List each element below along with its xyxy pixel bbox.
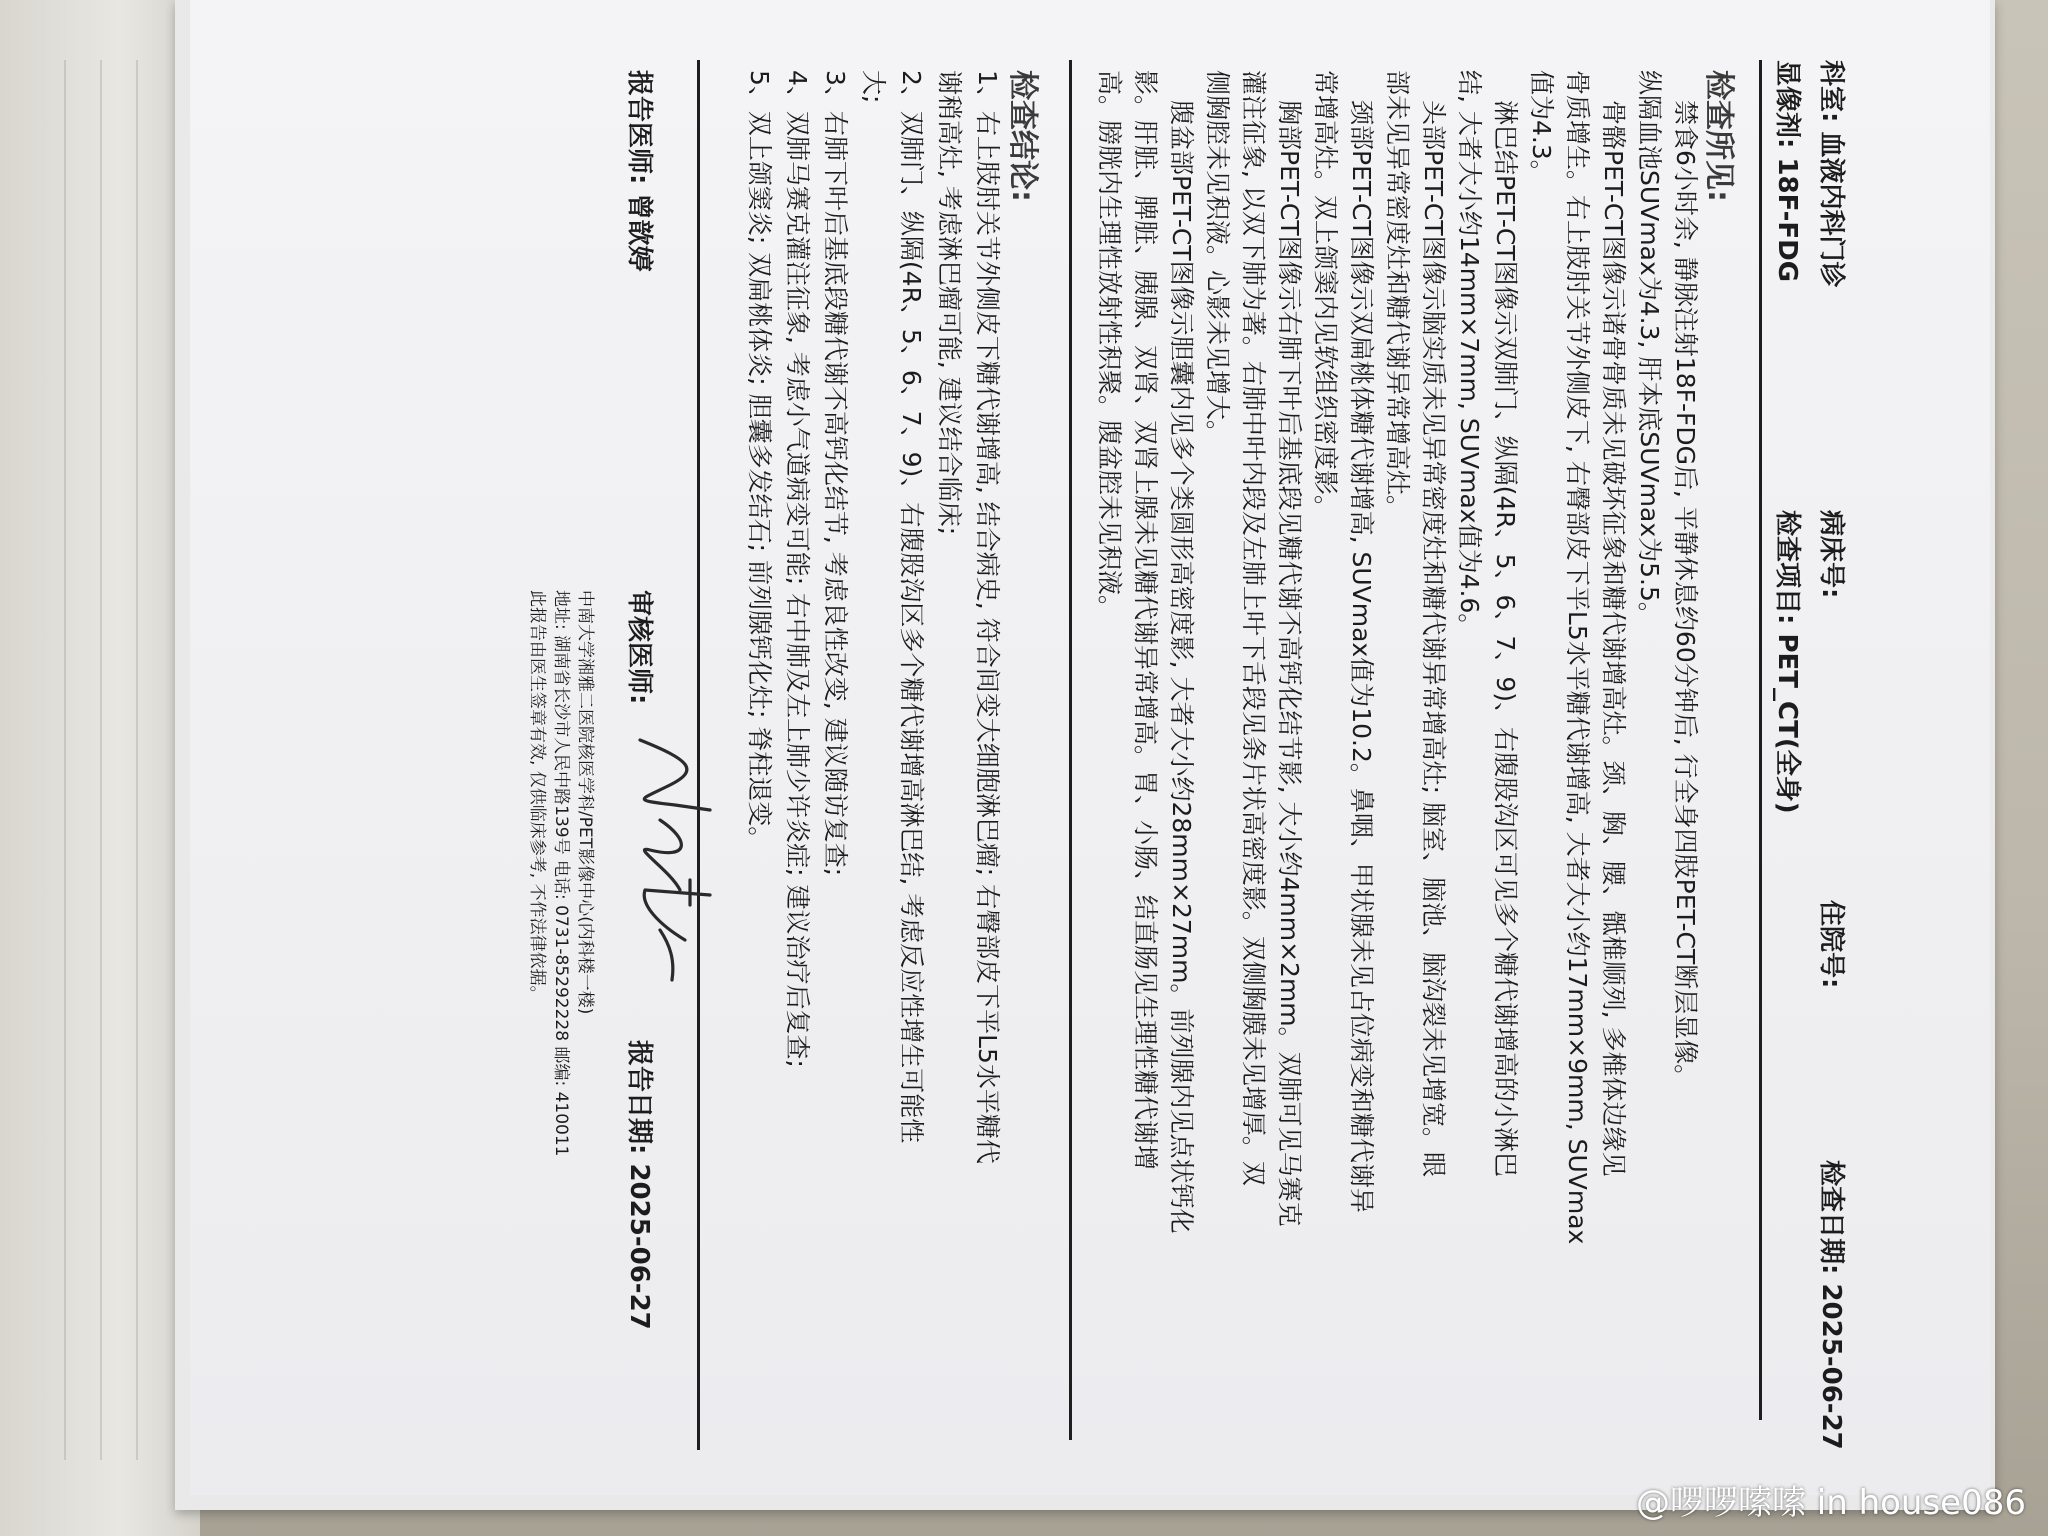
findings-line: 禁食6小时余, 静脉注射18F-FDG后, 平静休息约60分钟后, 行全身四肢PET-CT断层显像。 (1671, 100, 1700, 1090)
findings-line: 骨骼PET-CT图像示诸骨骨质未见破坏征象和糖代谢增高灶。颈、胸、腰、骶椎顺列, 多椎体边缘见 (1599, 100, 1628, 1177)
findings-line: 骨质增生。右上肢肘关节外侧皮下, 右臀部皮下平L5水平糖代谢增高, 大者大小约17mm×9mm, SUVmax (1563, 70, 1592, 1245)
findings-line: 侧胸腔未见积液。心影未见增大。 (1203, 70, 1232, 446)
conclusion-line: 4、双肺马赛克灌注征象, 考虑小气道病变可能; 右中肺及左上肺少许炎症; 建议治疗后复查; (783, 70, 812, 1068)
conclusion-line: 大; (859, 70, 888, 104)
findings-line: 部未见异常密度灶和糖代谢异常增高灶。 (1383, 70, 1412, 521)
tracer-field: 显像剂: 18F-FDG (1772, 60, 1802, 283)
conclusion-line: 谢稍高灶, 考虑淋巴瘤可能, 建议结合临床; (935, 70, 964, 536)
report-document (170, 30, 1890, 1450)
reviewer-signature (610, 730, 730, 990)
findings-line: 灌注征象, 以双下肺为著。右肺中叶内段及左肺上叶下舌段见条片状高密度影。双侧胸膜未见增厚。双 (1239, 70, 1268, 1186)
findings-line: 胸部PET-CT图像示右肺下叶后基底段见糖代谢不高钙化结节影, 大小约4mm×2mm。双肺可见马赛克 (1275, 100, 1304, 1227)
report-notice: 此报告由医生签章有效, 仅供临床参考, 不作法律依据。 (527, 590, 547, 1003)
findings-line: 常增高灶。双上颌窦内见软组织密度影。 (1311, 70, 1340, 521)
watermark-text: @啰啰嗦嗦 in house086 (1635, 1483, 2026, 1523)
header-divider (1759, 60, 1762, 1420)
institution-name: 中南大学湘雅二医院核医学科/PET影像中心(内科楼一楼) (575, 590, 595, 1015)
institution-address: 地址: 湖南省长沙市人民中路139号 电话: 0731-85292228 邮编: 410011 (551, 590, 571, 1157)
findings-line: 纵隔血池SUVmax为4.3, 肝本底SUVmax为5.5。 (1635, 70, 1664, 627)
exam-date-field: 检查日期: 2025-06-27 (1816, 1160, 1846, 1450)
findings-title: 检查所见: (1701, 70, 1736, 202)
findings-line: 腹盆部PET-CT图像示胆囊内见多个类圆形高密度影, 大者大小约28mm×27mm。前列腺内见点状钙化 (1167, 100, 1196, 1234)
reporter-field: 报告医师: 曾歆婷 (624, 70, 654, 272)
inpatient-field: 住院号: (1816, 900, 1846, 989)
bed-field: 病床号: (1816, 510, 1846, 599)
dept-field: 科室: 血液内科门诊 (1816, 60, 1846, 288)
findings-line: 结, 大者大小约14mm×7mm, SUVmax值为4.6。 (1455, 70, 1484, 639)
exam-item-field: 检查项目: PET_CT(全身) (1772, 510, 1802, 814)
underlying-page-text (30, 60, 170, 1460)
findings-line: 高。膀胱内生理性放射性积聚。腹盆腔未见积液。 (1095, 70, 1124, 621)
findings-line: 头部PET-CT图像示脑实质未见异常密度灶和糖代谢异常增高灶; 脑室、脑池、脑沟裂未见增宽。眼 (1419, 100, 1448, 1177)
findings-line: 值为4.3。 (1527, 70, 1556, 185)
conclusion-line: 5、双上颌窦炎; 双扁桃体炎; 胆囊多发结石; 前列腺钙化灶; 脊柱退变。 (745, 70, 774, 852)
report-date-field: 报告日期: 2025-06-27 (624, 1040, 654, 1330)
conclusion-line: 2、双肺门、纵隔(4R、5、6、7、9)、右腹股沟区多个糖代谢增高淋巴结, 考虑反应性增生可能性 (897, 70, 926, 1144)
findings-line: 颈部PET-CT图像示双扁桃体糖代谢增高, SUVmax值为10.2。鼻咽、甲状腺未见占位病变和糖代谢异 (1347, 100, 1376, 1213)
findings-divider (1069, 60, 1072, 1440)
conclusion-title: 检查结论: (1005, 70, 1040, 202)
findings-line: 影。肝脏、脾脏、胰腺、双肾、双肾上腺未见糖代谢异常增高。胃、小肠、结直肠见生理性糖代谢增 (1131, 70, 1160, 1171)
reviewer-field: 审核医师: (624, 590, 654, 705)
findings-line: 淋巴结PET-CT图像示双肺门、纵隔(4R、5、6、7、9)、右腹股沟区可见多个糖代谢增高的小淋巴 (1491, 100, 1520, 1178)
conclusion-line: 3、右肺下叶后基底段糖代谢不高钙化结节, 考虑良性改变, 建议随访复查; (821, 70, 850, 877)
conclusion-line: 1、右上肢肘关节外侧皮下糖代谢增高, 结合病史, 符合间变大细胞淋巴瘤; 右臀部皮下平L5水平糖代 (973, 70, 1002, 1164)
